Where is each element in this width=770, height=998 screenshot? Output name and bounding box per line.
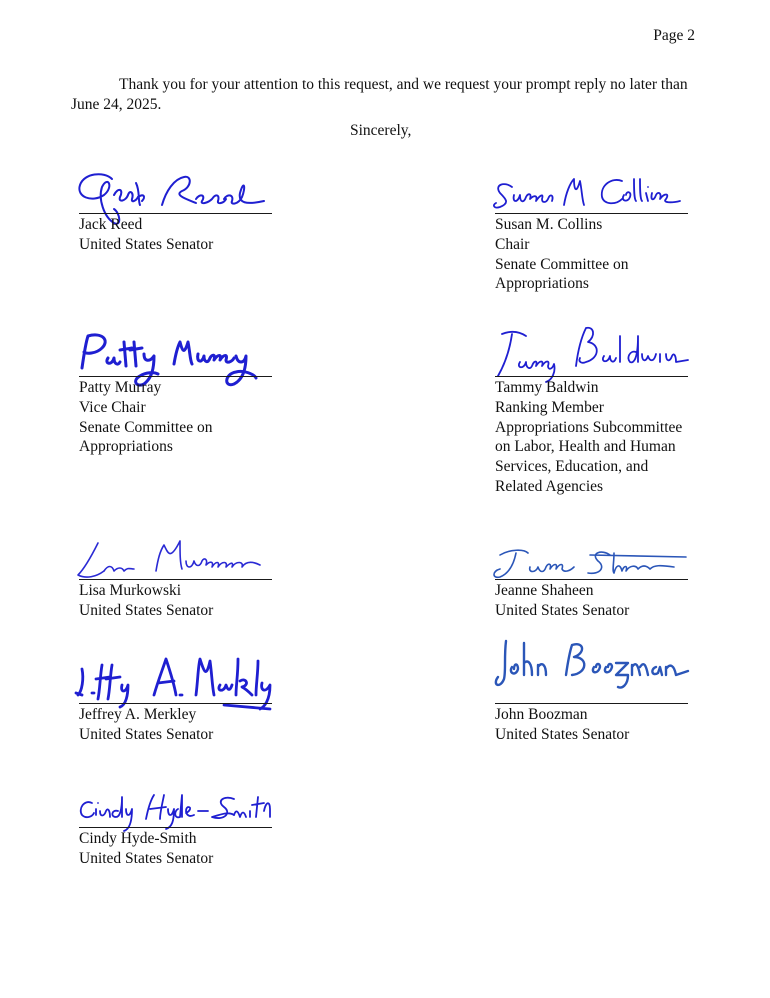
signatory-title: Appropriations	[79, 438, 173, 456]
signatory-name: Jack Reed	[79, 216, 143, 233]
body-paragraph	[71, 75, 691, 115]
closing: Sincerely,	[350, 122, 412, 139]
signatory-title: United States Senator	[79, 725, 214, 743]
signature-line	[79, 376, 272, 377]
signatory-name: Jeffrey A. Merkley	[79, 706, 197, 723]
signatory-title: Senate Committee on	[79, 418, 213, 436]
signatory-title: Chair	[495, 235, 530, 253]
signatory-title: Appropriations	[495, 275, 589, 293]
signature-line	[495, 703, 688, 704]
signature-line	[495, 579, 688, 580]
signature-line	[79, 213, 272, 214]
signatory-name: John Boozman	[495, 706, 588, 723]
signatory-title: Senate Committee on	[495, 255, 629, 273]
signature-line	[79, 827, 272, 828]
signature-line	[495, 213, 688, 214]
signatory-title: on Labor, Health and Human	[495, 438, 676, 456]
signatory-title: Related Agencies	[495, 477, 604, 495]
page-number: Page 2	[653, 27, 695, 44]
signature-line	[79, 579, 272, 580]
signatory-name: Patty Murray	[79, 379, 162, 396]
signatory-title: Vice Chair	[79, 398, 146, 416]
signatory-title: United States Senator	[79, 235, 214, 253]
handwritten-signature-boozman	[490, 633, 695, 697]
signatory-title: Ranking Member	[495, 398, 604, 416]
signatory-name: Lisa Murkowski	[79, 582, 182, 599]
signatory-title: United States Senator	[495, 725, 630, 743]
signatory-title: United States Senator	[495, 601, 630, 619]
signatory-title: Appropriations Subcommittee	[495, 418, 683, 436]
signature-line	[495, 376, 688, 377]
signatory-name: Tammy Baldwin	[495, 379, 599, 396]
signatory-name: Cindy Hyde-Smith	[79, 830, 197, 847]
signatory-title: United States Senator	[79, 849, 214, 867]
signatory-name: Susan M. Collins	[495, 216, 603, 233]
signatory-title: Services, Education, and	[495, 458, 649, 476]
signatory-name: Jeanne Shaheen	[495, 582, 594, 599]
signature-line	[79, 703, 272, 704]
signatory-title: United States Senator	[79, 601, 214, 619]
body-text: Thank you for your attention to this request, and we request your prompt reply no later than June 24, 2025.	[71, 76, 688, 113]
